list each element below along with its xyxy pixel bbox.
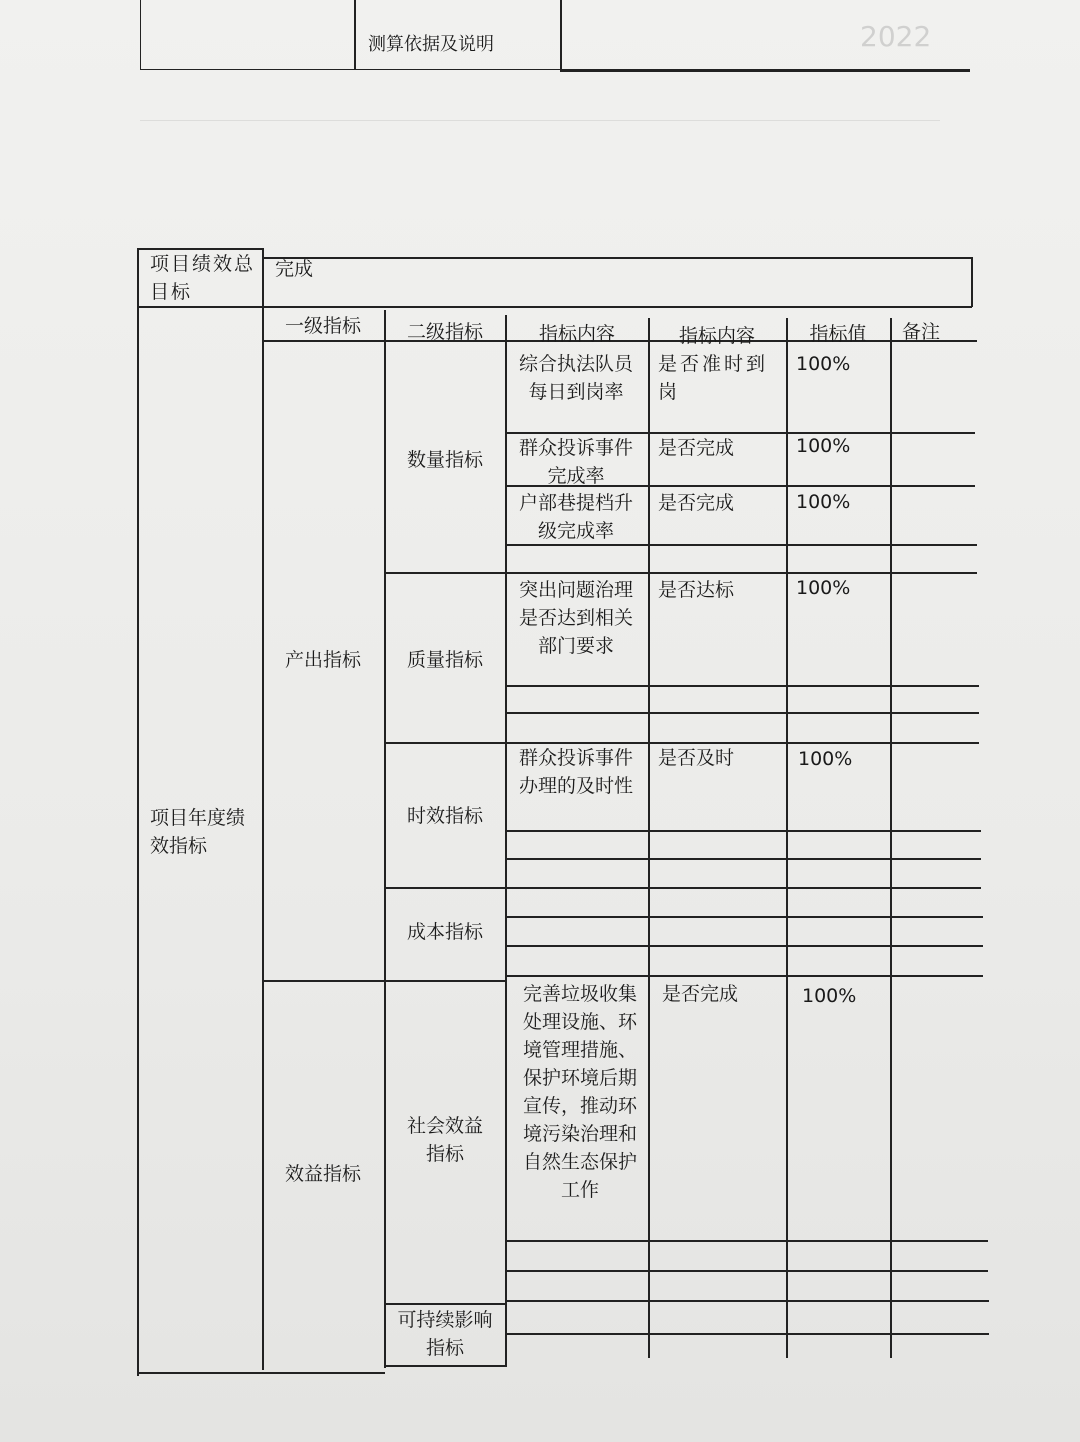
grid-line [262, 980, 506, 982]
grid-line [262, 248, 264, 1370]
top-cell-3 [560, 0, 970, 70]
level2-sustainable: 可持续影响指标 [397, 1309, 493, 1359]
grid-line [384, 742, 506, 744]
row-content: 完善垃圾收集处理设施、环境管理措施、保护环境后期宣传，推动环境污染治理和自然生态保护工作 [522, 983, 637, 1201]
grid-line [505, 685, 979, 687]
top-cell-1 [140, 0, 356, 70]
grid-line [505, 916, 983, 918]
bleed-through-rule [140, 120, 940, 121]
annual-indicator-label: 项目年度绩效指标 [150, 807, 246, 857]
grid-line [505, 887, 981, 889]
row-value: 100% [796, 435, 851, 457]
row-criterion: 是否完成 [658, 437, 735, 459]
row-content: 综合执法队员每日到岗率 [518, 353, 633, 403]
row-criterion: 是否完成 [658, 492, 735, 514]
top-table-bottom-right [560, 70, 970, 72]
level2-timeliness: 时效指标 [406, 805, 483, 827]
header-level2: 二级指标 [406, 321, 483, 343]
level2-social: 社会效益指标 [406, 1115, 483, 1165]
row-criterion: 是否完成 [662, 983, 739, 1005]
grid-line [505, 1300, 989, 1302]
level2-cost: 成本指标 [406, 921, 483, 943]
grid-line [505, 858, 981, 860]
grid-line [505, 712, 979, 714]
row-value: 100% [796, 577, 851, 599]
goal-value: 完成 [275, 258, 314, 280]
goal-label: 项目绩效总目标 [150, 253, 256, 303]
grid-line [971, 257, 973, 307]
row-content: 群众投诉事件完成率 [518, 437, 633, 487]
grid-line [505, 1240, 988, 1242]
row-criterion: 是否达标 [658, 579, 735, 601]
grid-line [505, 315, 507, 1367]
row-value: 100% [796, 491, 851, 513]
bleed-through-text: 2022 [860, 20, 932, 53]
grid-line [384, 1365, 506, 1367]
grid-line [505, 572, 977, 574]
level2-quality: 质量指标 [406, 649, 483, 671]
header-value: 指标值 [809, 323, 867, 345]
grid-line [505, 1270, 988, 1272]
grid-line [505, 1333, 989, 1335]
grid-line [262, 257, 972, 259]
row-content: 突出问题治理是否达到相关部门要求 [518, 579, 633, 657]
calculation-basis-label: 测算依据及说明 [368, 34, 494, 55]
grid-line [137, 248, 139, 1376]
level1-benefit: 效益指标 [284, 1163, 361, 1185]
grid-line [384, 572, 506, 574]
grid-line [648, 318, 650, 1358]
grid-line [786, 318, 788, 1358]
grid-line [505, 975, 983, 977]
header-content-1: 指标内容 [538, 323, 615, 345]
header-content-2: 指标内容 [678, 325, 755, 347]
header-remark: 备注 [902, 321, 941, 343]
row-content: 户部巷提档升级完成率 [518, 492, 633, 542]
grid-line [384, 1303, 506, 1305]
row-criterion: 是否准时到岗 [658, 353, 769, 403]
grid-line [505, 830, 981, 832]
header-level1: 一级指标 [284, 315, 361, 337]
grid-line [890, 318, 892, 1358]
row-value: 100% [796, 353, 851, 375]
top-partial-table [140, 0, 970, 70]
row-criterion: 是否及时 [658, 747, 735, 769]
level2-quantity: 数量指标 [406, 449, 483, 471]
grid-line [137, 306, 972, 308]
grid-line [384, 887, 506, 889]
level1-output: 产出指标 [284, 649, 361, 671]
grid-line [137, 1372, 385, 1374]
row-value: 100% [802, 985, 857, 1007]
row-content: 群众投诉事件办理的及时性 [518, 747, 633, 797]
row-value: 100% [798, 748, 853, 770]
grid-line [505, 945, 983, 947]
